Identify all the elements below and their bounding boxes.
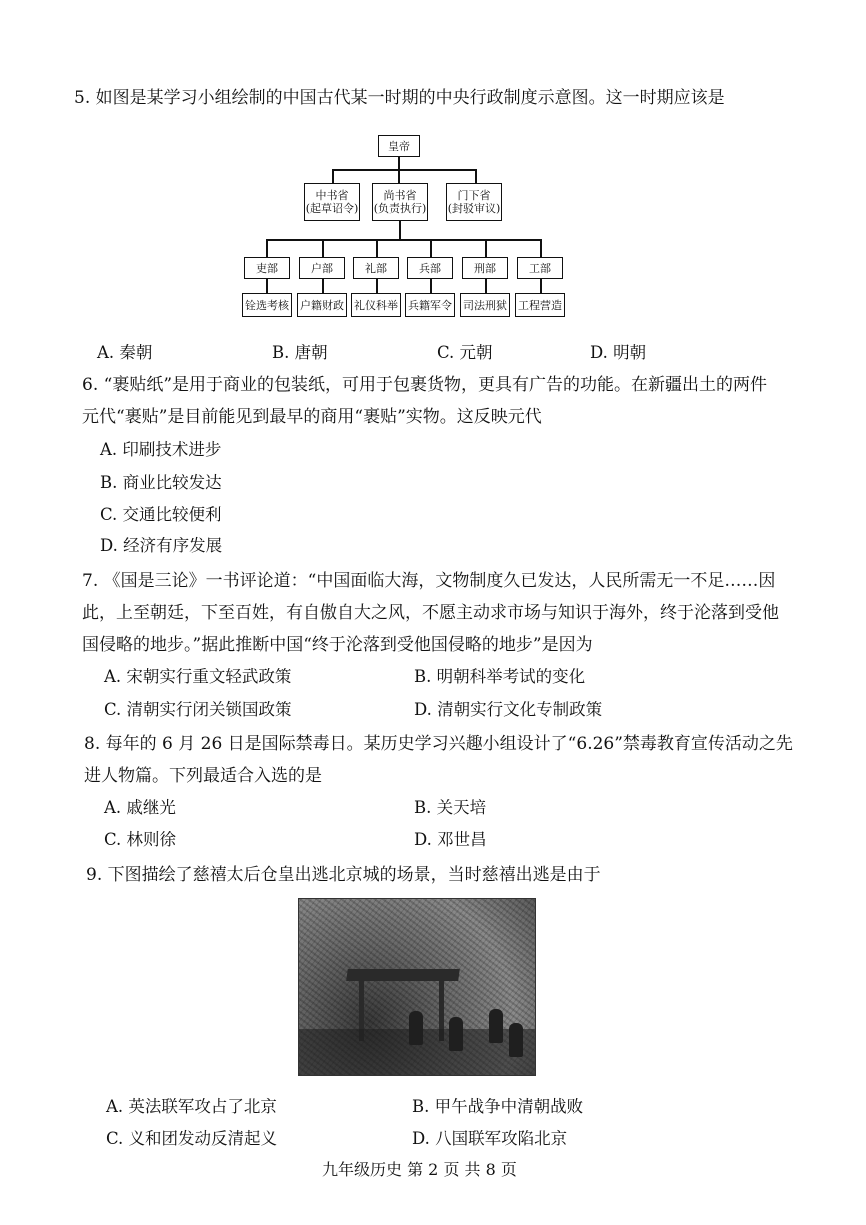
q5-option-c: C. 元朝: [437, 343, 493, 362]
q7-line3: 国侵略的地步。”据此推断中国“终于沦落到受他国侵略的地步”是因为: [82, 635, 593, 655]
pavilion-roof: [346, 969, 460, 981]
connector: [540, 279, 542, 293]
q9-option-b: B. 甲午战争中清朝战败: [412, 1097, 584, 1116]
q6-option-c: C. 交通比较便利: [100, 505, 222, 524]
chart-duty-box: [297, 293, 347, 317]
figure: [489, 1009, 503, 1043]
chart-duty-label: 铨选考核: [245, 298, 289, 312]
connector: [332, 169, 334, 183]
q9-stem: 9. 下图描绘了慈禧太后仓皇出逃北京城的场景，当时慈禧出逃是由于: [86, 865, 601, 885]
connector: [475, 169, 477, 183]
cixi-escape-picture: [298, 898, 536, 1076]
chart-duty-box: [242, 293, 292, 317]
chart-bu-box: [244, 257, 290, 279]
connector: [485, 239, 487, 257]
figure: [509, 1023, 523, 1057]
chart-bu-name: 兵部: [419, 261, 441, 275]
connector: [376, 279, 378, 293]
connector: [398, 169, 400, 183]
chart-duty-label: 礼仪科举: [354, 298, 398, 312]
connector: [332, 169, 476, 171]
connector: [322, 239, 324, 257]
connector: [266, 279, 268, 293]
q7-line1: 7. 《国是三论》一书评论道：“中国面临大海，文物制度久已发达，人民所需无一不足……因: [82, 571, 776, 591]
figure: [409, 1011, 423, 1045]
connector: [266, 239, 268, 257]
q9-option-d: D. 八国联军攻陷北京: [412, 1129, 568, 1148]
chart-bu-name: 礼部: [365, 261, 387, 275]
connector: [540, 239, 542, 257]
chart-sheng-duty: (封驳审议): [447, 202, 501, 215]
q8-line1: 8. 每年的 6 月 26 日是国际禁毒日。某历史学习兴趣小组设计了“6.26”禁毒教育宣传活动之先: [84, 734, 793, 754]
q5-option-b: B. 唐朝: [272, 343, 328, 362]
q6-option-a: A. 印刷技术进步: [100, 440, 222, 459]
chart-bu-name: 户部: [311, 261, 333, 275]
chart-sheng-name: 中书省: [315, 189, 349, 202]
q8-option-b: B. 关天培: [414, 798, 487, 817]
chart-bu-box: [407, 257, 453, 279]
chart-duty-label: 工程营造: [518, 298, 562, 312]
connector: [322, 279, 324, 293]
q7-option-d: D. 清朝实行文化专制政策: [414, 700, 603, 719]
q5-option-a: A. 秦朝: [97, 343, 153, 362]
chart-duty-label: 户籍财政: [300, 298, 344, 312]
chart-duty-label: 司法刑狱: [463, 298, 507, 312]
connector: [430, 279, 432, 293]
chart-sheng-duty: (起草诏令): [305, 202, 359, 215]
chart-bu-name: 工部: [529, 261, 551, 275]
chart-sheng-box: [372, 183, 428, 221]
q8-option-d: D. 邓世昌: [414, 830, 487, 849]
chart-sheng-duty: (负责执行): [373, 202, 427, 215]
connector: [266, 239, 540, 241]
q9-option-c: C. 义和团发动反清起义: [106, 1129, 278, 1148]
q8-line2: 进人物篇。下列最适合入选的是: [84, 766, 322, 786]
q7-option-c: C. 清朝实行闭关锁国政策: [104, 700, 292, 719]
chart-top-box: [378, 135, 420, 157]
q7-line2: 此，上至朝廷，下至百姓，有自傲自大之风，不愿主动求市场与知识于海外，终于沦落到受他: [82, 603, 779, 623]
chart-duty-box: [351, 293, 401, 317]
chart-sheng-box: [304, 183, 360, 221]
chart-sheng-name: 尚书省: [383, 189, 417, 202]
chart-sheng-name: 门下省: [457, 189, 491, 202]
chart-duty-box: [515, 293, 565, 317]
connector: [430, 239, 432, 257]
figure: [449, 1017, 463, 1051]
chart-duty-box: [460, 293, 510, 317]
chart-bu-name: 刑部: [474, 261, 496, 275]
q6-line2: 元代“裹贴”是目前能见到最早的商用“裹贴”实物。这反映元代: [82, 407, 542, 427]
chart-bu-box: [462, 257, 508, 279]
chart-top-label: 皇帝: [388, 139, 410, 153]
q8-option-c: C. 林则徐: [104, 830, 177, 849]
page-footer: 九年级历史 第 2 页 共 8 页: [322, 1160, 517, 1179]
chart-bu-box: [299, 257, 345, 279]
connector: [376, 239, 378, 257]
admin-system-chart: [0, 0, 866, 330]
chart-duty-box: [405, 293, 455, 317]
connector: [399, 221, 401, 239]
chart-bu-box: [353, 257, 399, 279]
connector: [398, 157, 400, 169]
q7-option-b: B. 明朝科举考试的变化: [414, 667, 586, 686]
q8-option-a: A. 戚继光: [104, 798, 176, 817]
chart-bu-name: 吏部: [256, 261, 278, 275]
q6-option-d: D. 经济有序发展: [100, 536, 223, 555]
q5-option-d: D. 明朝: [590, 343, 647, 362]
chart-duty-label: 兵籍军令: [408, 298, 452, 312]
connector: [485, 279, 487, 293]
q6-option-b: B. 商业比较发达: [100, 473, 222, 492]
q7-option-a: A. 宋朝实行重文轻武政策: [104, 667, 292, 686]
q9-option-a: A. 英法联军攻占了北京: [106, 1097, 277, 1116]
chart-bu-box: [517, 257, 563, 279]
q5-stem: 5. 如图是某学习小组绘制的中国古代某一时期的中央行政制度示意图。这一时期应该是: [74, 88, 725, 108]
q6-line1: 6. “裹贴纸”是用于商业的包装纸，可用于包裹货物，更具有广告的功能。在新疆出土的两件: [82, 375, 768, 395]
chart-sheng-box: [446, 183, 502, 221]
